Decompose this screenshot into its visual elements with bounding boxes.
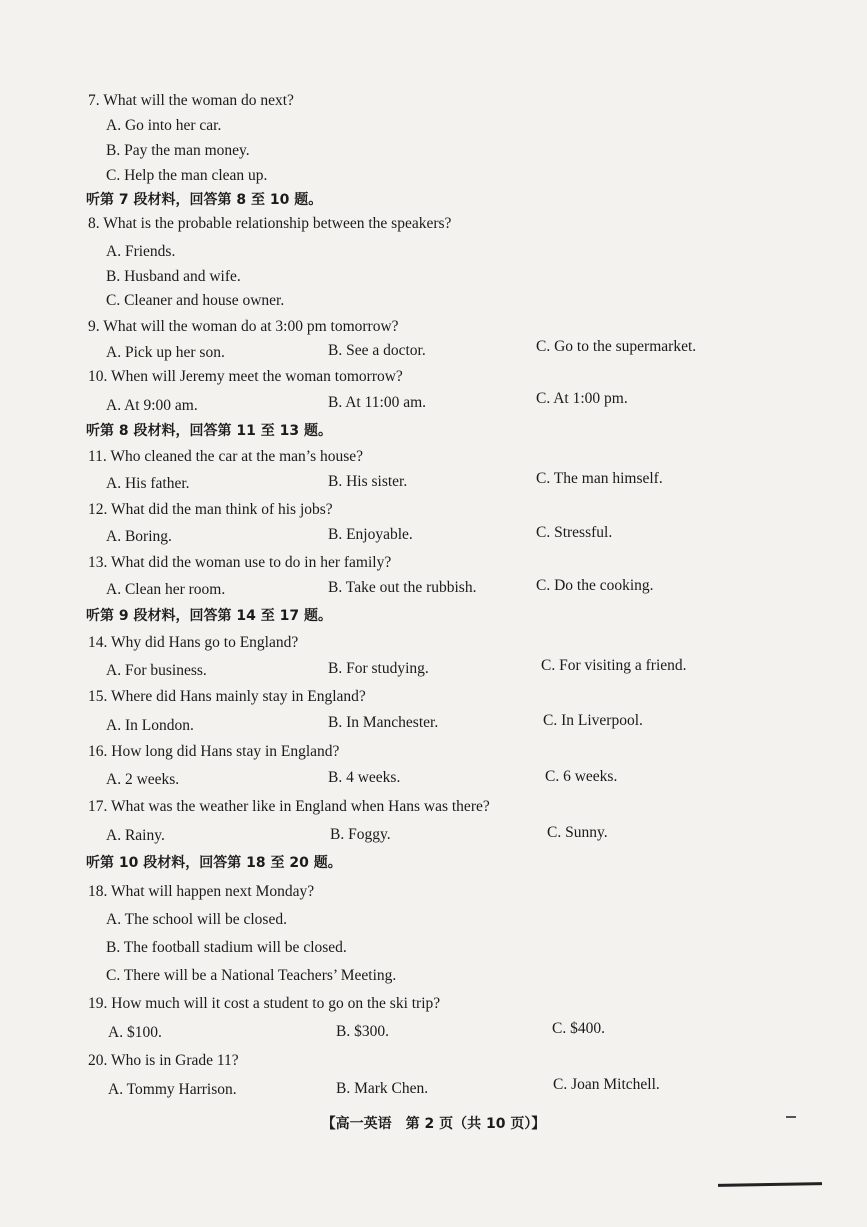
q18-option-a: A. The school will be closed. — [106, 911, 287, 928]
section-heading-7: 听第 7 段材料，回答第 8 至 10 题。 — [86, 192, 323, 208]
q15-option-a: A. In London. — [106, 717, 194, 734]
q7-option-c: C. Help the man clean up. — [106, 167, 268, 184]
q19-option-b: B. $300. — [336, 1023, 389, 1040]
q11-option-a: A. His father. — [106, 475, 190, 492]
q16-option-a: A. 2 weeks. — [106, 771, 180, 788]
question-17: 17. What was the weather like in England when Hans was there? — [88, 798, 490, 815]
q11-option-b: B. His sister. — [328, 473, 408, 490]
section-heading-9: 听第 9 段材料，回答第 14 至 17 题。 — [86, 608, 332, 624]
q19-option-a: A. $100. — [108, 1024, 162, 1041]
q9-option-b: B. See a doctor. — [328, 342, 426, 359]
q10-option-a: A. At 9:00 am. — [106, 397, 198, 414]
q20-option-b: B. Mark Chen. — [336, 1080, 429, 1097]
q7-option-a: A. Go into her car. — [106, 117, 222, 134]
q19-option-c: C. $400. — [552, 1020, 605, 1037]
q16-option-b: B. 4 weeks. — [328, 769, 401, 786]
question-9: 9. What will the woman do at 3:00 pm tomorrow? — [88, 318, 399, 335]
q11-option-c: C. The man himself. — [536, 470, 663, 487]
q20-option-a: A. Tommy Harrison. — [108, 1081, 237, 1098]
section-heading-10: 听第 10 段材料，回答第 18 至 20 题。 — [86, 855, 342, 871]
page-footer: 【高一英语 第 2 页（共 10 页）】 — [321, 1116, 546, 1132]
q10-option-c: C. At 1:00 pm. — [536, 390, 628, 407]
q12-option-c: C. Stressful. — [536, 524, 613, 541]
question-7: 7. What will the woman do next? — [88, 92, 294, 109]
question-11: 11. Who cleaned the car at the man’s house? — [88, 448, 364, 465]
question-13: 13. What did the woman use to do in her family? — [88, 554, 392, 571]
q14-option-a: A. For business. — [106, 662, 207, 679]
q18-option-c: C. There will be a National Teachers’ Meeting. — [106, 967, 397, 984]
question-18: 18. What will happen next Monday? — [88, 883, 315, 900]
q9-option-c: C. Go to the supermarket. — [536, 338, 697, 355]
q10-option-b: B. At 11:00 am. — [328, 394, 427, 411]
q15-option-c: C. In Liverpool. — [543, 712, 643, 729]
scan-edge-bar — [718, 1182, 822, 1187]
question-16: 16. How long did Hans stay in England? — [88, 743, 340, 760]
q13-option-b: B. Take out the rubbish. — [328, 579, 477, 596]
scan-mark — [786, 1116, 796, 1118]
q13-option-a: A. Clean her room. — [106, 581, 226, 598]
q12-option-a: A. Boring. — [106, 528, 172, 545]
q16-option-c: C. 6 weeks. — [545, 768, 618, 785]
section-heading-8: 听第 8 段材料，回答第 11 至 13 题。 — [86, 423, 332, 439]
question-20: 20. Who is in Grade 11? — [88, 1052, 239, 1069]
question-12: 12. What did the man think of his jobs? — [88, 501, 333, 518]
q17-option-a: A. Rainy. — [106, 827, 165, 844]
q8-option-c: C. Cleaner and house owner. — [106, 292, 285, 309]
q12-option-b: B. Enjoyable. — [328, 526, 413, 543]
question-8: 8. What is the probable relationship between the speakers? — [88, 215, 452, 232]
q20-option-c: C. Joan Mitchell. — [553, 1076, 660, 1093]
q14-option-c: C. For visiting a friend. — [541, 657, 687, 674]
q14-option-b: B. For studying. — [328, 660, 429, 677]
q9-option-a: A. Pick up her son. — [106, 344, 225, 361]
q17-option-b: B. Foggy. — [330, 826, 391, 843]
question-15: 15. Where did Hans mainly stay in England? — [88, 688, 366, 705]
question-19: 19. How much will it cost a student to go on the ski trip? — [88, 995, 441, 1012]
q17-option-c: C. Sunny. — [547, 824, 608, 841]
q13-option-c: C. Do the cooking. — [536, 577, 654, 594]
q7-option-b: B. Pay the man money. — [106, 142, 250, 159]
q15-option-b: B. In Manchester. — [328, 714, 439, 731]
q18-option-b: B. The football stadium will be closed. — [106, 939, 347, 956]
q8-option-b: B. Husband and wife. — [106, 268, 241, 285]
question-10: 10. When will Jeremy meet the woman tomorrow? — [88, 368, 403, 385]
q8-option-a: A. Friends. — [106, 243, 176, 260]
question-14: 14. Why did Hans go to England? — [88, 634, 299, 651]
